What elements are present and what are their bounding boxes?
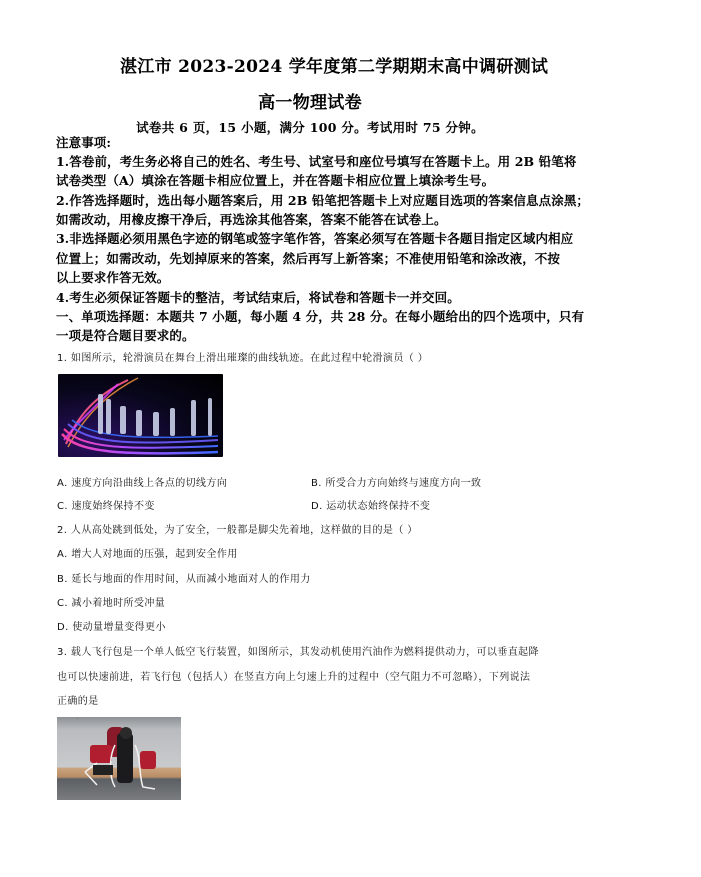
question-stem-line: 正确的是 (57, 696, 99, 707)
jetpack-image (57, 717, 181, 800)
jetpack-illustration (57, 717, 181, 800)
question-stem: 2. 人从高处跳到低处，为了安全，一般都是脚尖先着地，这样做的目的是（ ） (57, 525, 418, 536)
option-c: C. 速度始终保持不变 (57, 501, 155, 512)
note-line: 如需改动，用橡皮擦干净后，再选涂其他答案，答案不能答在试卷上。 (56, 212, 447, 227)
notes-heading: 注意事项: (56, 135, 112, 150)
option-b: B. 所受合力方向始终与速度方向一致 (311, 478, 482, 489)
note-line: 2.作答选择题时，选出每小题答案后，用 2B 铅笔把答题卡上对应题目选项的答案信息点涂黑； (56, 193, 590, 208)
roller-skater-image (58, 374, 223, 457)
option-b: B. 延长与地面的作用时间，从而减小地面对人的作用力 (57, 574, 311, 585)
option-a: A. 增大人对地面的压强，起到安全作用 (57, 549, 238, 560)
option-d: D. 运动状态始终保持不变 (311, 501, 431, 512)
note-line: 以上要求作答无效。 (56, 270, 170, 285)
section-line: 一、单项选择题：本题共 7 小题，每小题 4 分，共 28 分。在每小题给出的四个选项中，只有 (56, 309, 585, 324)
question-stem: 1. 如图所示，轮滑演员在舞台上滑出璀璨的曲线轨迹。在此过程中轮滑演员（ ） (57, 353, 429, 364)
option-c: C. 减小着地时所受冲量 (57, 598, 166, 609)
option-d: D. 使动量增量变得更小 (57, 622, 166, 633)
light-trails-illustration (58, 374, 223, 457)
exam-info: 试卷共 6 页，15 小题，满分 100 分。考试用时 75 分钟。 (136, 120, 484, 135)
note-line: 3.非选择题必须用黑色字迹的钢笔或签字笔作答，答案必须写在答题卡各题目指定区域内相应 (56, 231, 574, 246)
note-line: 试卷类型（A）填涂在答题卡相应位置上，并在答题卡相应位置上填涂考生号。 (56, 173, 495, 188)
note-line: 1.答卷前，考生务必将自己的姓名、考生号、试室号和座位号填写在答题卡上。用 2B 铅笔将 (56, 154, 577, 169)
section-line: 一项是符合题目要求的。 (56, 328, 195, 343)
question-stem-line: 3. 载人飞行包是一个单人低空飞行装置，如图所示，其发动机使用汽油作为燃料提供动力，可以垂直起降 (57, 647, 539, 658)
note-line: 4.考生必须保证答题卡的整洁，考试结束后，将试卷和答题卡一并交回。 (56, 290, 460, 305)
question-stem-line: 也可以快速前进，若飞行包（包括人）在竖直方向上匀速上升的过程中（空气阻力不可忽略），下列说法 (57, 672, 531, 683)
note-line: 位置上；如需改动，先划掉原来的答案，然后再写上新答案；不准使用铅笔和涂改液，不按 (56, 251, 561, 266)
exam-title: 湛江市 2023-2024 学年度第二学期期末高中调研测试 (120, 57, 549, 77)
exam-subtitle: 高一物理试卷 (258, 93, 362, 113)
option-a: A. 速度方向沿曲线上各点的切线方向 (57, 478, 228, 489)
